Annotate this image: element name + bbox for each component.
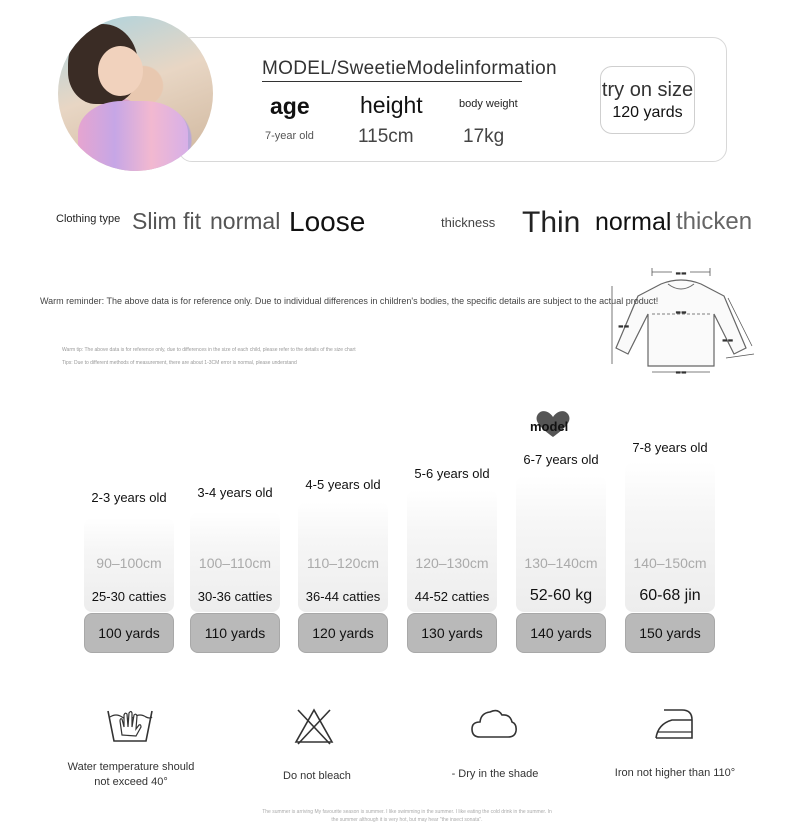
tryon-size-box	[600, 66, 695, 134]
iron-icon	[652, 706, 694, 742]
tryon-label: try on size	[601, 79, 694, 101]
size-age: 2-3 years old	[91, 490, 167, 505]
age-value: 7-year old	[265, 130, 314, 142]
size-weight-range: 52-60 kg	[529, 587, 593, 604]
size-weight-range: 60-68 jin	[639, 587, 701, 604]
tip-line-2: Tips: Due to different methods of measurement, there are about 1-3CM error is normal, please understand	[62, 360, 297, 366]
care-text-hand-wash: Water temperature should not exceed 40°	[67, 761, 195, 788]
height-label: height	[360, 92, 423, 118]
model-photo	[58, 16, 213, 171]
hand-wash-icon	[106, 705, 154, 743]
model-photo-dress	[78, 101, 188, 171]
size-age: 3-4 years old	[197, 485, 273, 500]
size-weight-range: 44-52 catties	[414, 589, 490, 604]
height-value: 115cm	[358, 126, 414, 147]
model-tag: model	[530, 419, 569, 434]
thickness-label: thickness	[441, 215, 496, 230]
size-height-range: 140–150cm	[633, 555, 707, 571]
size-height-range: 100–110cm	[198, 555, 272, 571]
size-weight-range: 30-36 catties	[197, 589, 273, 604]
care-text-iron: Iron not higher than 110°	[614, 767, 736, 779]
size-age: 5-6 years old	[414, 466, 490, 481]
age-label: age	[270, 93, 310, 119]
svg-text:▬▬: ▬▬	[618, 323, 630, 330]
size-yards: 120 yards	[298, 613, 388, 653]
footer-text: The summer is arriving My favourite season is summer. I like swimming in the summer. I like eating the cold drink in the summer. In the summer although it is very hot, but may hear "the insect sonata".	[262, 809, 552, 823]
size-height-range: 90–100cm	[96, 555, 162, 571]
clothing-option-normal: normal	[210, 208, 281, 234]
svg-text:▬▬: ▬▬	[675, 270, 687, 277]
care-text-dry-shade: - Dry in the shade	[451, 768, 539, 780]
care-text-no-bleach: Do not bleach	[283, 770, 351, 782]
model-photo-face	[98, 46, 143, 96]
size-weight-range: 25-30 catties	[91, 589, 167, 604]
tryon-value: 120 yards	[612, 104, 683, 121]
svg-text:▬▬: ▬▬	[675, 309, 687, 316]
size-age: 4-5 years old	[305, 477, 381, 492]
weight-value: 17kg	[463, 126, 505, 147]
clothing-option-slim: Slim fit	[132, 208, 201, 234]
no-bleach-icon	[294, 706, 334, 746]
thickness-option-thin: Thin	[522, 206, 581, 239]
tip-line-1: Warm tip: The above data is for reference only, due to differences in the size of each child, please refer to the details of the size chart	[62, 347, 356, 353]
garment-measurement-diagram	[606, 262, 756, 380]
weight-label: body weight	[459, 98, 518, 110]
size-yards: 110 yards	[190, 613, 280, 653]
model-title: MODEL/SweetieModelinformation	[262, 58, 522, 82]
size-weight-range: 36-44 catties	[305, 589, 381, 604]
size-height-range: 120–130cm	[415, 555, 489, 571]
size-age: 7-8 years old	[632, 440, 708, 455]
clothing-option-loose: Loose	[289, 206, 366, 237]
clothing-type-label: Clothing type	[56, 213, 121, 225]
warm-reminder: Warm reminder: The above data is for reference only. Due to individual differences in children's bodies, the specific details are subject to the actual product!	[40, 296, 659, 306]
svg-text:▬▬: ▬▬	[722, 337, 734, 344]
size-yards: 130 yards	[407, 613, 497, 653]
size-yards: 150 yards	[625, 613, 715, 653]
size-height-range: 130–140cm	[524, 555, 598, 571]
size-yards: 100 yards	[84, 613, 174, 653]
size-height-range: 110–120cm	[306, 555, 380, 571]
size-age: 6-7 years old	[523, 452, 599, 467]
dry-shade-icon	[470, 705, 518, 741]
svg-text:▬▬: ▬▬	[675, 369, 687, 376]
size-yards: 140 yards	[516, 613, 606, 653]
thickness-option-normal: normal	[595, 208, 672, 236]
thickness-option-thicken: thicken	[676, 208, 753, 235]
